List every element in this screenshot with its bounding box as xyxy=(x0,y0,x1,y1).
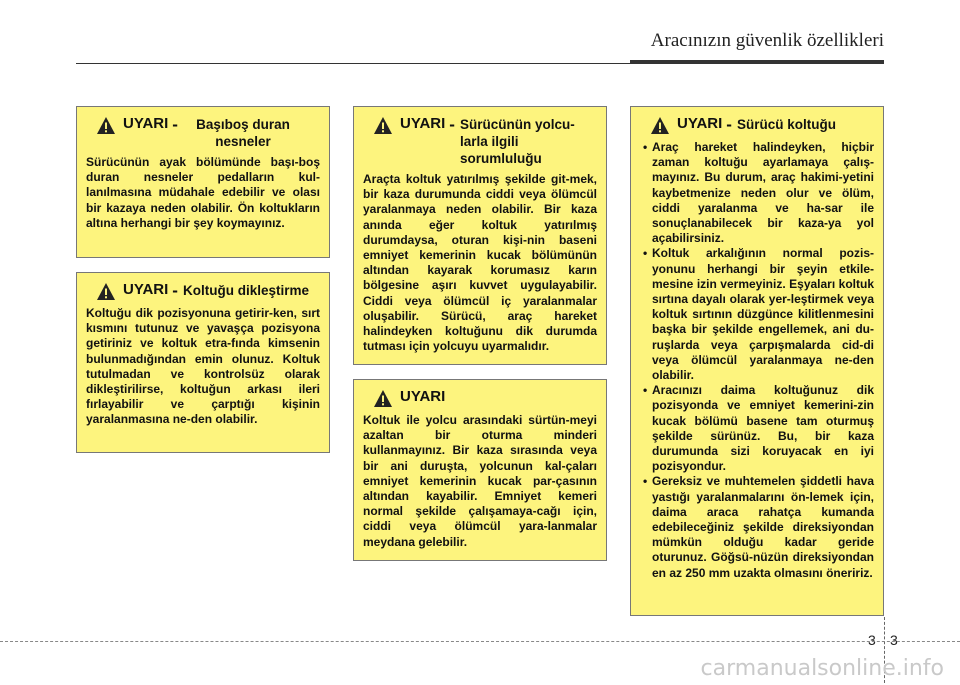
chapter-number: 3 xyxy=(868,632,876,648)
warning-box-driver-responsibility xyxy=(353,106,607,365)
warning-subtitle: Başıboş duran nesneler xyxy=(196,117,290,149)
warning-bullet-list xyxy=(640,140,874,581)
warning-title xyxy=(640,115,874,135)
title-dash: - xyxy=(449,115,455,134)
warning-triangle-icon xyxy=(650,116,670,135)
warning-label: UYARI xyxy=(400,388,446,405)
list-item: • Gereksiz ve muhtemelen şiddetli hava yastığı yaralanmalarını ön-lemek için, daima araca rahatça kumanda edebileceğiniz şekilde direksiyondan mümkün olduğu kadar geride oturunuz. Göğsü-nüzün direksiyondan en az 250 mm uzakta olmasını öneririz. xyxy=(640,474,874,580)
warning-triangle-icon xyxy=(373,116,393,135)
warning-box-seat-cushion xyxy=(353,379,607,561)
warning-label: UYARI xyxy=(123,281,169,298)
warning-label: UYARI xyxy=(400,115,446,132)
title-dash: - xyxy=(726,115,732,134)
watermark: carmanualsonline.info xyxy=(700,656,944,681)
warning-triangle-icon xyxy=(96,282,116,301)
title-dash: - xyxy=(172,281,178,300)
list-item: • Koltuk arkalığının normal pozis-yonunu herhangi bir şeyin etkile-mesine izin vermeyiniz. Eşyaları koltuk sırtına dayalı olarak yer-leştirmek veya koltuk sırtının düzgünce kilitlenmesini başka bir şekilde engellemek, ani du-ruşlarda veya çarpışmalarda cid-di veya ölümcül yaralanmaya ne-den olabilir. xyxy=(640,246,874,383)
warning-triangle-icon xyxy=(373,389,393,408)
list-item: • Aracınızı daima koltuğunuz dik pozisyonda ve emniyet kemerini-zin kucak bölümü basene tam oturmuş şekilde sürünüz. Bu, bir kaza durumunda sizi koruyacak en iyi pozisyondur. xyxy=(640,383,874,474)
warning-title xyxy=(86,115,320,150)
warning-body: Sürücünün ayak bölümünde başı-boş duran nesneler pedalların kul-lanılmasına müdahale edebilir ve olası bir kazaya neden olabilir. Ön koltukların altına herhangi bir şey koymayınız. xyxy=(86,155,320,230)
warning-box-loose-objects xyxy=(76,106,330,258)
page-header-title: Aracınızın güvenlik özellikleri xyxy=(650,30,884,51)
warning-triangle-icon xyxy=(96,116,116,135)
warning-body: Araçta koltuk yatırılmış şekilde git-mek, bir kaza durumunda ciddi veya ölümcül yaralanmaya neden olabilir. Bir kaza anında eğer koltuk yatırılmış durumdaysa, oturan kişi-nin baseni emniyet kemerinin kucak bölümünün altından kayarak korumasız karın bölgesine aşırı kuvvet uygulayabilir. Ciddi veya ölümcül iç yaralanmalar oluşabilir. Sürücü, araç hareket halindeyken koltuğunu dik durumda tutması için yolcuyu uyarmalıdır. xyxy=(363,172,597,354)
warning-subtitle: Sürücü koltuğu xyxy=(736,117,836,132)
warning-label: UYARI xyxy=(677,115,723,132)
warning-box-driver-seat xyxy=(630,106,884,616)
warning-body: Koltuğu dik pozisyonuna getirir-ken, sırt kısmını tutunuz ve yavaşça pozisyona getiriniz ve koltuk etra-fında kimsenin bulunmadığından emin olunuz. Koltuk tutulmadan ve kontrolsüz olarak dikleştirilirse, koltuğun arkası ileri fırlayabilir ve çarptığı kişinin yaralanmasına ne-den olabilir. xyxy=(86,306,320,427)
page-number: 3 xyxy=(890,632,898,648)
header-rule-accent xyxy=(630,60,884,64)
list-item: • Araç hareket halindeyken, hiçbir zaman koltuğu ayarlamaya çalış-mayınız. Bu durum, araç hakimi-yetini kaybetmenize neden olur ve ölüm, ciddi yaralanma ve ha-sar ile sonuçlanabilecek bir kaza-ya yol açabilirsiniz. xyxy=(640,140,874,246)
title-dash: - xyxy=(172,115,178,134)
warning-title xyxy=(363,115,597,167)
warning-subtitle: Sürücünün yolcu-larla ilgili sorumluluğu xyxy=(459,117,575,166)
warning-title xyxy=(86,281,320,301)
warning-body: Koltuk ile yolcu arasındaki sürtün-meyi azaltan bir oturma minderi kullanmayınız. Bir kaza sırasında veya bir ani duruşta, yolcunun kal-çaları emniyet kemerinin kucak par-çasının altından kayabilir. Emniyet kemeri normal şekilde çalışamaya-cağı için, ciddi veya ölümcül yara-lanmalar meydana gelebilir. xyxy=(363,413,597,549)
bottom-dashed-rule xyxy=(0,641,960,642)
warning-box-seat-upright xyxy=(76,272,330,453)
warning-title xyxy=(363,388,597,408)
warning-subtitle: Koltuğu dikleştirme xyxy=(182,283,309,298)
warning-label: UYARI xyxy=(123,115,169,132)
